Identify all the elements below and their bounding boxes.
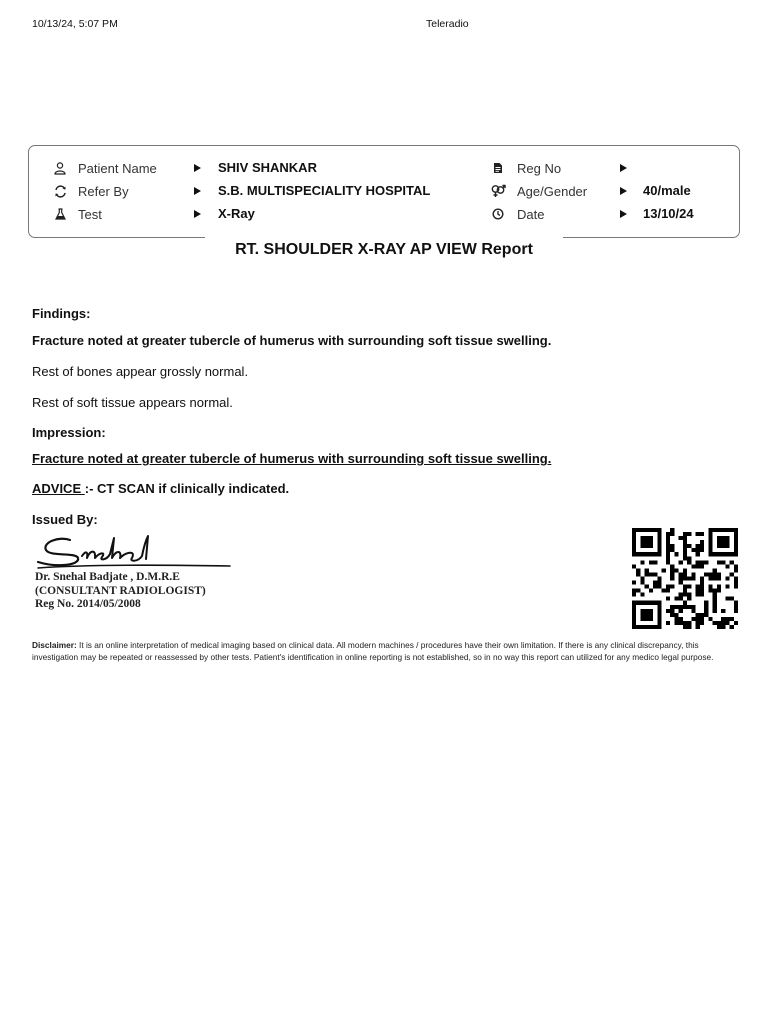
reg-no-label: Reg No	[517, 160, 562, 176]
advice-line	[32, 481, 289, 496]
arrow-icon	[620, 187, 627, 195]
info-row-test	[51, 204, 102, 224]
impression-text: Fracture noted at greater tubercle of humerus with surrounding soft tissue swelling.	[32, 451, 552, 466]
info-row-reg-no	[489, 158, 561, 178]
issued-by-heading: Issued By:	[32, 512, 98, 527]
print-datetime: 10/13/24, 5:07 PM	[32, 18, 118, 30]
clock-icon	[489, 206, 507, 222]
arrow-icon	[194, 187, 201, 195]
finding-line: Rest of bones appear grossly normal.	[32, 364, 249, 379]
refer-by-value: S.B. MULTISPECIALITY HOSPITAL	[218, 183, 431, 198]
age-gender-value: 40/male	[643, 183, 691, 198]
user-icon	[51, 160, 69, 176]
test-label: Test	[78, 206, 102, 222]
doctor-reg-no: Reg No. 2014/05/2008	[35, 598, 141, 610]
patient-name-label: Patient Name	[78, 160, 157, 176]
info-row-date	[489, 204, 544, 224]
refer-by-label: Refer By	[78, 183, 129, 199]
report-title: RT. SHOULDER X-RAY AP VIEW Report	[235, 241, 533, 258]
refresh-icon	[51, 183, 69, 199]
info-row-age-gender	[489, 181, 587, 201]
info-row-refer-by	[51, 181, 129, 201]
document-icon	[489, 160, 507, 176]
impression-heading: Impression:	[32, 425, 106, 440]
patient-name-value: SHIV SHANKAR	[218, 160, 317, 175]
info-row-patient-name	[51, 158, 157, 178]
test-value: X-Ray	[218, 206, 255, 221]
print-site-name: Teleradio	[426, 18, 469, 30]
age-gender-label: Age/Gender	[517, 183, 588, 199]
arrow-icon	[194, 210, 201, 218]
qr-code	[632, 528, 738, 629]
doctor-name: Dr. Snehal Badjate , D.M.R.E	[35, 571, 180, 583]
finding-line: Fracture noted at greater tubercle of humerus with surrounding soft tissue swelling.	[32, 333, 552, 348]
arrow-icon	[194, 164, 201, 172]
findings-heading: Findings:	[32, 306, 91, 321]
finding-line: Rest of soft tissue appears normal.	[32, 395, 233, 410]
arrow-icon	[620, 164, 627, 172]
date-value: 13/10/24	[643, 206, 694, 221]
disclaimer-label: Disclaimer:	[32, 640, 77, 650]
disclaimer-text: It is an online interpretation of medical imaging based on clinical data. All modern machines / procedures have their own limitation. If there is any clinical discrepancy, this investigation may be repeated or reassessed by other tests. Patient's identification in online reporting is not established, so in no way this report can utilized for any medico legal purpose.	[32, 640, 714, 662]
flask-icon	[51, 206, 69, 222]
advice-text: :- CT SCAN if clinically indicated.	[84, 481, 290, 496]
gender-icon	[489, 183, 507, 199]
doctor-title: (CONSULTANT RADIOLOGIST)	[35, 585, 206, 597]
date-label: Date	[517, 206, 545, 222]
patient-info-box	[28, 145, 740, 238]
advice-label: ADVICE	[32, 481, 85, 496]
disclaimer	[32, 640, 740, 663]
arrow-icon	[620, 210, 627, 218]
